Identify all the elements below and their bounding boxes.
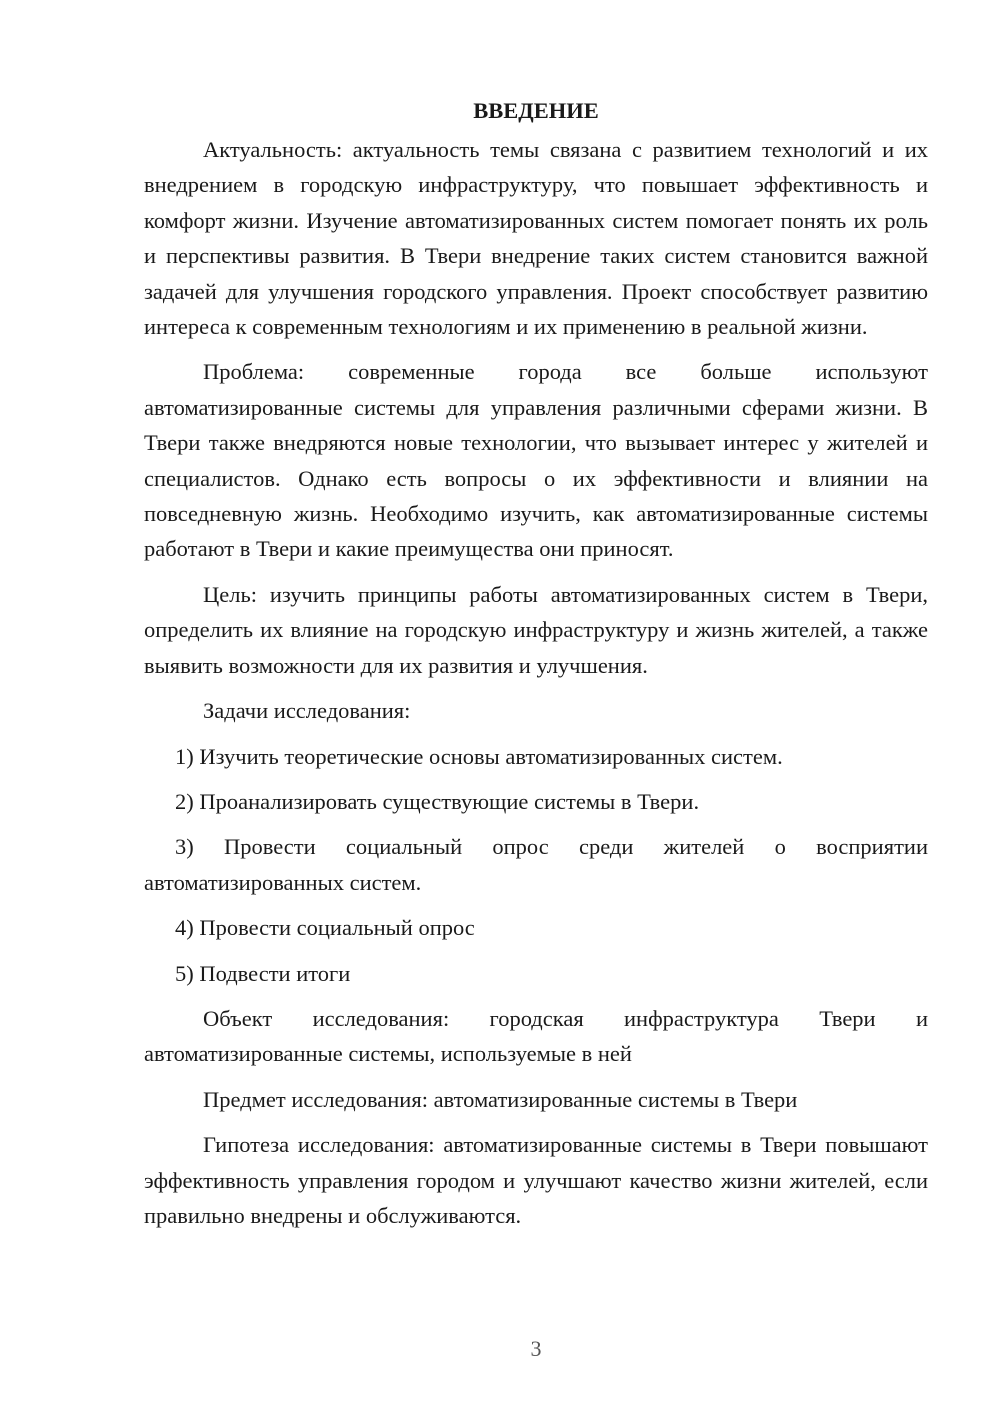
problem-paragraph: Проблема: современные города все больше используют автоматизированные системы для управления различными сферами жизни. В Твери также внедряются новые технологии, что вызывает интерес у жителей и специалистов. Однако есть вопросы о их эффективности и влиянии на повседневную жизнь. Необходимо изучить, как автоматизированные системы работают в Твери и какие преимущества они приносят. <box>144 359 928 562</box>
hypothesis-paragraph: Гипотеза исследования: автоматизированные системы в Твери повышают эффективность управления городом и улучшают качество жизни жителей, если правильно внедрены и обслуживаются. <box>144 1132 928 1228</box>
object-paragraph: Объект исследования: городская инфраструктура Твери и автоматизированные системы, используемые в ней <box>144 1005 928 1067</box>
page-title: ВВЕДЕНИЕ <box>473 98 599 123</box>
subject-paragraph: Предмет исследования: автоматизированные системы в Твери <box>203 1086 798 1112</box>
task-item-1: 1) Изучить теоретические основы автоматизированных систем. <box>175 743 783 769</box>
page-number: 3 <box>530 1336 542 1361</box>
task-item-5: 5) Подвести итоги <box>175 960 351 986</box>
task-item-2: 2) Проанализировать существующие системы в Твери. <box>175 788 700 814</box>
goal-paragraph: Цель: изучить принципы работы автоматизированных систем в Твери, определить их влияние на городскую инфраструктуру и жизнь жителей, а также выявить возможности для их развития и улучшения. <box>144 581 928 678</box>
task-item-3: 3) Провести социальный опрос среди жителей о восприятии автоматизированных систем. <box>144 834 928 895</box>
relevance-paragraph: Актуальность: актуальность темы связана с развитием технологий и их внедрением в городскую инфраструктуру, что повышает эффективность и комфорт жизни. Изучение автоматизированных систем помогает понять их роль и перспективы развития. В Твери внедрение таких систем становится важной задачей для улучшения городского управления. Проект способствует развитию интереса к современным технологиям и их применению в реальной жизни. <box>144 137 928 340</box>
task-item-4: 4) Провести социальный опрос <box>175 915 475 941</box>
tasks-heading: Задачи исследования: <box>203 698 411 724</box>
page-content <box>144 94 928 1243</box>
